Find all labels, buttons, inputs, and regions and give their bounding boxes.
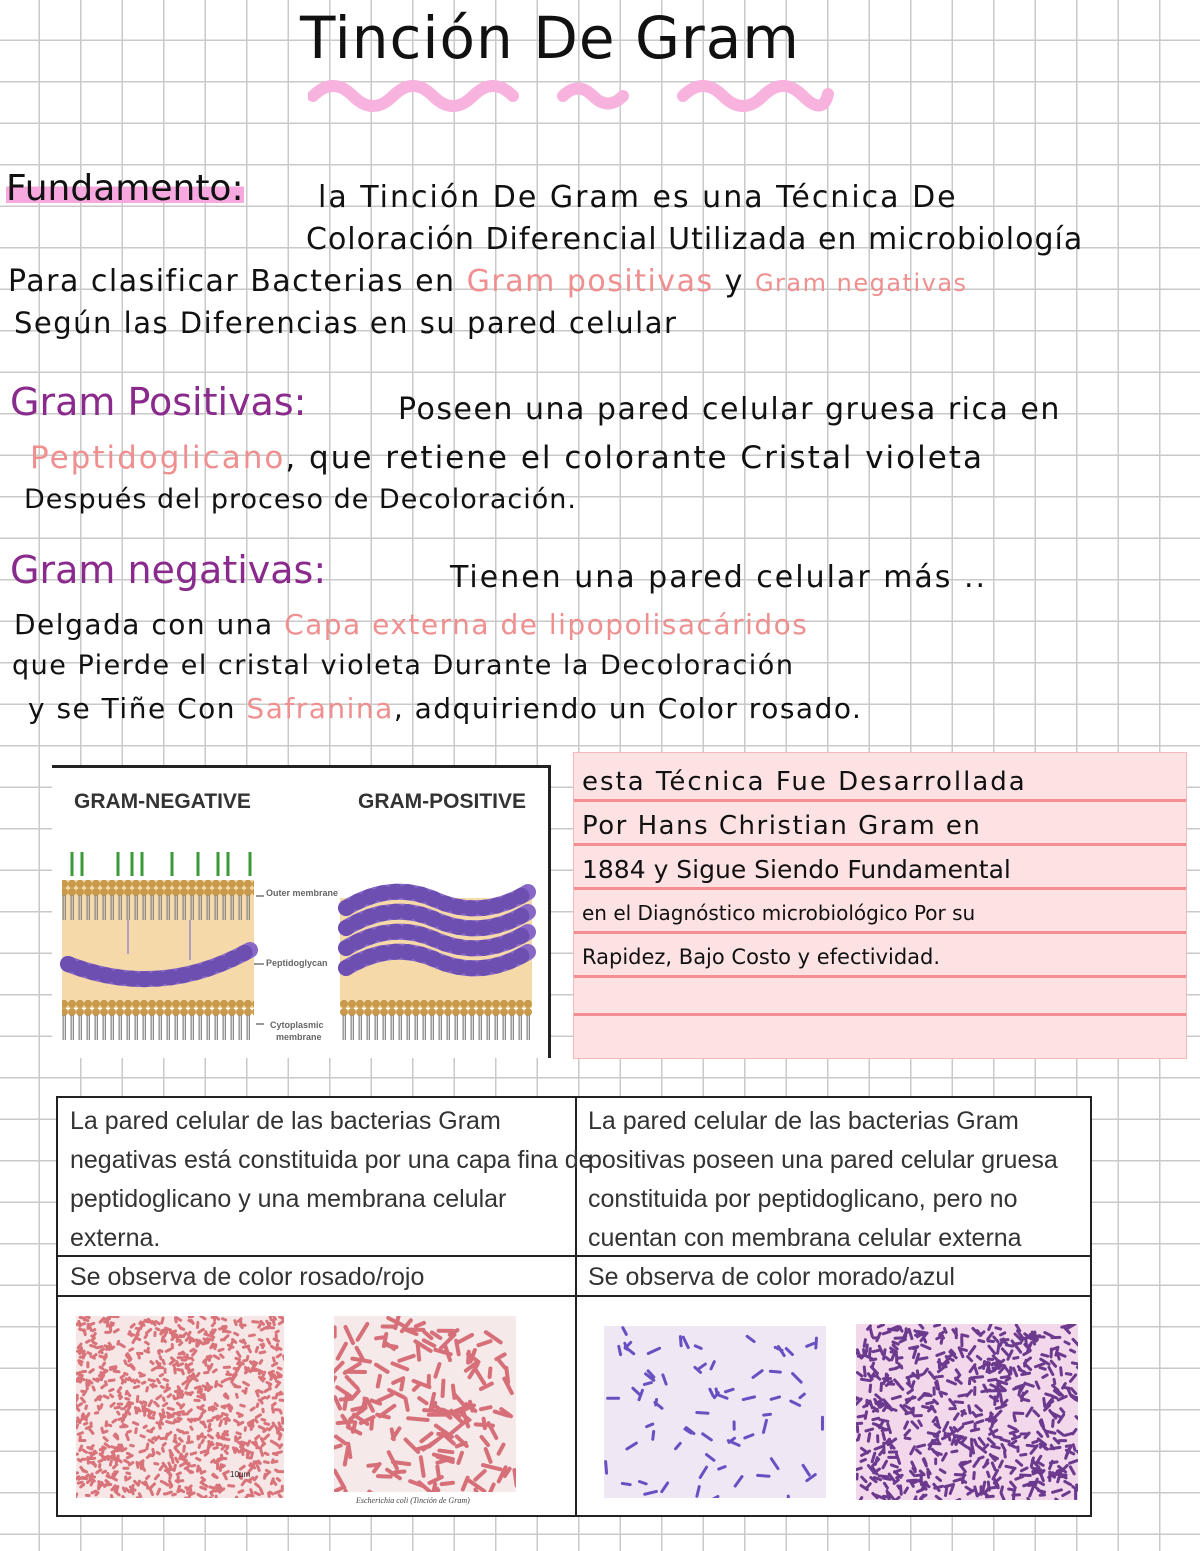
- pos-description: [588, 1102, 1058, 1258]
- note-line1: esta Técnica Fue Desarrollada: [582, 767, 1027, 797]
- positivas-line3: Después del proceso de Decoloración.: [24, 484, 577, 515]
- note-rule: [574, 799, 1186, 802]
- historical-note: [573, 752, 1187, 1059]
- neg-desc-line: negativas está constituida por una capa fina de: [70, 1146, 593, 1174]
- term-gram-positivas: Gram positivas: [466, 264, 714, 299]
- negativas-line3: que Pierde el cristal violeta Durante la Decoloración: [12, 650, 795, 681]
- note-rule: [574, 843, 1186, 846]
- negativas-line4-b: , adquiriendo un Color rosado.: [393, 692, 863, 725]
- negativas-line1: Tienen una pared celular más ..: [450, 560, 988, 595]
- negativas-line2: [14, 608, 808, 641]
- label-cytoplasmic: Cytoplasmic: [270, 1020, 324, 1030]
- page-title: Tinción De Gram: [300, 4, 800, 72]
- gram-negative-micrograph-rods: [334, 1316, 516, 1492]
- title-squiggle-decoration: [308, 76, 838, 116]
- positivas-label: Gram Positivas:: [10, 380, 307, 424]
- comparison-table: [56, 1096, 1092, 1517]
- label-membrane: membrane: [276, 1032, 322, 1042]
- micrograph-caption: Escherichia coli (Tinción de Gram): [356, 1496, 470, 1505]
- term-gram-negativas: Gram negativas: [754, 269, 968, 297]
- gram-positive-micrograph-dense: [856, 1324, 1078, 1500]
- note-rule: [574, 931, 1186, 934]
- term-lipopolisacaridos: Capa externa de lipopolisacáridos: [284, 608, 809, 641]
- scale-bar-label: 10µm: [230, 1470, 251, 1479]
- pos-color-observation: Se observa de color morado/azul: [588, 1263, 955, 1291]
- pos-desc-line: La pared celular de las bacterias Gram: [588, 1107, 1019, 1135]
- note-rule: [574, 1013, 1186, 1016]
- fundamento-line3-b: y: [724, 264, 744, 299]
- note-line3: 1884 y Sigue Siendo Fundamental: [582, 855, 1011, 884]
- negativas-label: Gram negativas:: [10, 548, 327, 592]
- term-safranina: Safranina: [246, 692, 394, 725]
- fundamento-line2: Coloración Diferencial Utilizada en microbiología: [306, 222, 1084, 257]
- note-line5: Rapidez, Bajo Costo y efectividad.: [582, 945, 941, 969]
- fundamento-line4: Según las Diferencias en su pared celular: [14, 306, 678, 340]
- neg-color-observation: Se observa de color rosado/rojo: [70, 1263, 425, 1291]
- positivas-line2-rest: , que retiene el colorante Cristal violeta: [285, 440, 984, 476]
- pos-desc-line: constituida por peptidoglicano, pero no: [588, 1185, 1018, 1213]
- pos-desc-line: positivas poseen una pared celular gruesa: [588, 1146, 1058, 1174]
- fundamento-line1: la Tinción De Gram es una Técnica De: [318, 180, 958, 215]
- positivas-line2: [30, 440, 984, 476]
- gram-positive-micrograph-sparse: [604, 1326, 826, 1498]
- label-outer-membrane: Outer membrane: [266, 888, 339, 898]
- fundamento-label: Fundamento:: [6, 168, 244, 209]
- label-peptidoglycan: Peptidoglycan: [266, 958, 328, 968]
- note-rule: [574, 887, 1186, 890]
- negativas-line4-a: y se Tiñe Con: [28, 692, 237, 725]
- note-line4: en el Diagnóstico microbiológico Por su: [582, 901, 976, 925]
- neg-desc-line: externa.: [70, 1224, 161, 1252]
- fundamento-line3: [8, 264, 968, 299]
- label-gram-positive: GRAM-POSITIVE: [358, 790, 527, 813]
- neg-desc-line: peptidoglicano y una membrana celular: [70, 1185, 507, 1213]
- negativas-line4: [28, 692, 862, 725]
- gram-negative-micrograph-dense: [76, 1316, 284, 1498]
- neg-desc-line: La pared celular de las bacterias Gram: [70, 1107, 501, 1135]
- fundamento-line3-a: Para clasificar Bacterias en: [8, 264, 456, 299]
- pos-desc-line: cuentan con membrana celular externa: [588, 1224, 1022, 1252]
- negativas-line2-a: Delgada con una: [14, 608, 274, 641]
- note-rule: [574, 975, 1186, 978]
- label-gram-negative: GRAM-NEGATIVE: [74, 790, 251, 813]
- note-line2: Por Hans Christian Gram en: [582, 811, 982, 841]
- term-peptidoglicano: Peptidoglicano: [30, 440, 286, 476]
- cell-wall-illustration: [52, 768, 548, 1058]
- positivas-line1: Poseen una pared celular gruesa rica en: [398, 392, 1061, 427]
- neg-description: [70, 1102, 593, 1258]
- cell-wall-diagram: [52, 765, 551, 1058]
